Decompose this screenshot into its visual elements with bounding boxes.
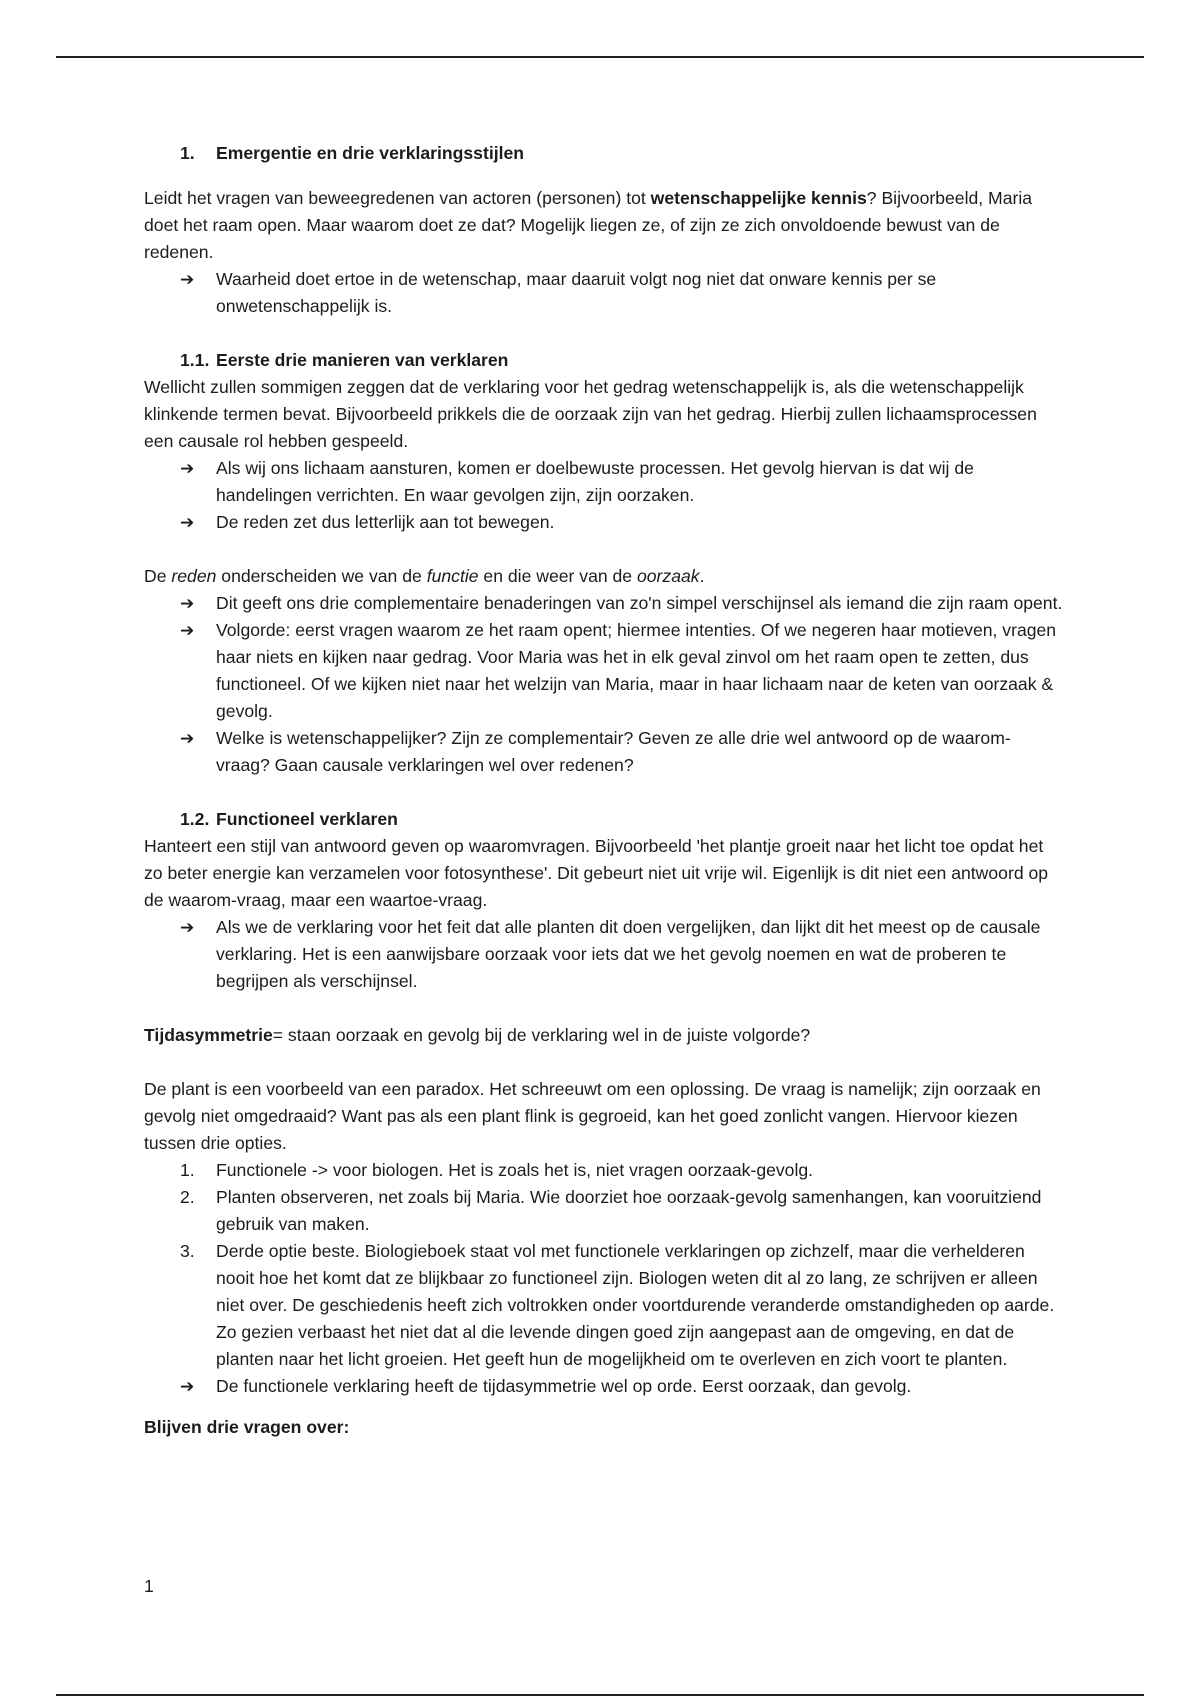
definition: Tijdasymmetrie= staan oorzaak en gevolg bij de verklaring wel in de juiste volgorde?: [144, 1025, 811, 1045]
list-item: 3. Derde optie beste. Biologieboek staat vol met functionele verklaringen op zichzelf, maar die verhelderen nooit hoe het komt dat ze blijkbaar zo functioneel zijn. Biologen weten dit al zo lang, ze schrijven er alleen niet over. De geschiedenis heeft zich voltrokken onder voortdurende veranderde omstandigheden op aarde. Zo gezien verbaast het niet dat al die levende dingen goed zijn aangepast aan de omgeving, en dat de planten naar het licht groeien. Het geeft hun de mogelijkheid om te overleven en zich voort te planten.: [180, 1241, 1055, 1369]
paragraph: Wellicht zullen sommigen zeggen dat de verklaring voor het gedrag wetenschappelijk is, als die wetenschappelijk klinkende termen bevat. Bijvoorbeeld prikkels die de oorzaak zijn van het gedrag. Hierbij zullen lichaamsprocessen een causale rol hebben gespeeld.: [144, 377, 1037, 451]
intro-paragraph: Leidt het vragen van beweegredenen van actoren (personen) tot wetenschappelijke kennis? Bijvoorbeeld, Maria doet het raam open. Maar waarom doet ze dat? Mogelijk liegen ze, of zijn ze zich onvoldoende bewust van de redenen.: [144, 188, 1033, 262]
bullet-item: ➔ Waarheid doet ertoe in de wetenschap, maar daaruit volgt nog niet dat onware kennis per se onwetenschappelijk is.: [144, 266, 1064, 320]
bullet-item: ➔ De functionele verklaring heeft de tijdasymmetrie wel op orde. Eerst oorzaak, dan gevolg.: [144, 1373, 1064, 1400]
arrow-right-icon: ➔: [180, 594, 195, 613]
bullet-item: ➔ Als we de verklaring voor het feit dat alle planten dit doen vergelijken, dan lijkt dit het meest op de causale verklaring. Het is een aanwijsbare oorzaak voor iets dat we het gevolg noemen en wat de proberen te begrijpen als verschijnsel.: [144, 914, 1064, 995]
bullet-item: ➔ Volgorde: eerst vragen waarom ze het raam opent; hiermee intenties. Of we negeren haar motieven, vragen haar niets en kijken naar gedrag. Voor Maria was het in elk geval zinvol om het raam open te zetten, dus functioneel. Of we kijken niet naar het welzijn van Maria, maar in haar lichaam naar de keten van oorzaak & gevolg.: [144, 617, 1064, 725]
arrow-right-icon: ➔: [180, 621, 195, 640]
paragraph: De plant is een voorbeeld van een paradox. Het schreeuwt om een oplossing. De vraag is namelijk; zijn oorzaak en gevolg niet omgedraaid? Want pas als een plant flink is gegroeid, kan het goed zonlicht vangen. Hiervoor kiezen tussen drie opties.: [144, 1079, 1041, 1153]
arrow-right-icon: ➔: [180, 729, 195, 748]
bullet-item: ➔ Als wij ons lichaam aansturen, komen er doelbewuste processen. Het gevolg hiervan is dat wij de handelingen verrichten. En waar gevolgen zijn, zijn oorzaken.: [144, 455, 1064, 509]
list-item: 1. Functionele -> voor biologen. Het is zoals het is, niet vragen oorzaak-gevolg.: [180, 1160, 814, 1180]
document-body: [144, 140, 1064, 1441]
paragraph: De reden onderscheiden we van de functie en die weer van de oorzaak.: [144, 566, 705, 586]
subsection-heading: 1.2. Functioneel verklaren: [180, 809, 398, 829]
arrow-right-icon: ➔: [180, 1377, 195, 1396]
footer-rule: [56, 1694, 1144, 1696]
list-item: 2. Planten observeren, net zoals bij Maria. Wie doorziet hoe oorzaak-gevolg samenhangen, kan vooruitziend gebruik van maken.: [180, 1187, 1042, 1234]
bullet-item: ➔ Dit geeft ons drie complementaire benaderingen van zo'n simpel verschijnsel als iemand die zijn raam opent.: [144, 590, 1064, 617]
bullet-item: ➔ Welke is wetenschappelijker? Zijn ze complementair? Geven ze alle drie wel antwoord op de waarom-vraag? Gaan causale verklaringen wel over redenen?: [144, 725, 1064, 779]
bullet-item: ➔ De reden zet dus letterlijk aan tot bewegen.: [144, 509, 1064, 536]
closing-heading: Blijven drie vragen over:: [144, 1417, 350, 1437]
subsection-heading: 1.1. Eerste drie manieren van verklaren: [180, 350, 509, 370]
arrow-right-icon: ➔: [180, 918, 195, 937]
heading-text: Emergentie en drie verklaringsstijlen: [216, 143, 525, 163]
arrow-right-icon: ➔: [180, 270, 195, 289]
header-rule: [56, 56, 1144, 58]
heading-number: 1.: [180, 143, 195, 163]
arrow-right-icon: ➔: [180, 459, 195, 478]
bold-term: wetenschappelijke kennis: [650, 188, 867, 208]
page-number: 1: [144, 1576, 154, 1596]
section-heading: [144, 140, 1064, 167]
paragraph: Hanteert een stijl van antwoord geven op waaromvragen. Bijvoorbeeld 'het plantje groeit naar het licht toe opdat het zo beter energie kan verzamelen voor fotosynthese'. Dit gebeurt niet uit vrije wil. Eigenlijk is dit niet een antwoord op de waarom-vraag, maar een waartoe-vraag.: [144, 836, 1049, 910]
arrow-right-icon: ➔: [180, 513, 195, 532]
